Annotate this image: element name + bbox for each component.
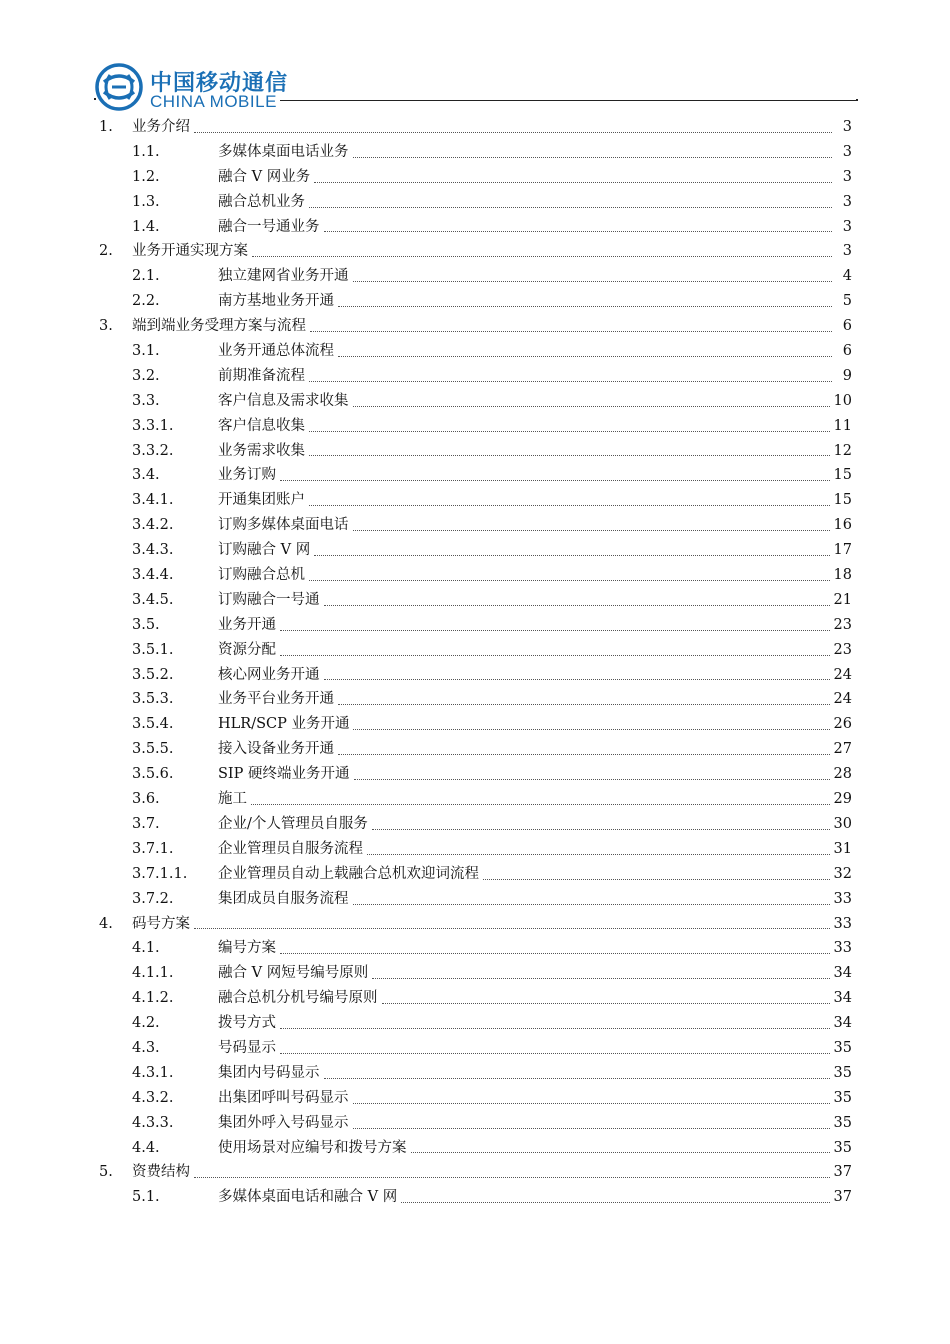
toc-entry-title[interactable]: 使用场景对应编号和拨号方案 [218, 1139, 407, 1156]
toc-entry[interactable] [0, 215, 950, 240]
toc-entry-number: 3.5.5. [132, 741, 174, 758]
toc-entry-page: 6 [842, 343, 852, 360]
toc-entry-number: 4.1. [132, 940, 160, 957]
toc-entry-line [218, 215, 852, 240]
toc-dot-leader [338, 704, 830, 705]
toc-entry[interactable] [0, 463, 950, 488]
toc-entry-line [218, 264, 852, 289]
toc-entry-page: 23 [833, 641, 852, 658]
toc-entry-line [218, 986, 852, 1011]
toc-entry-page: 16 [833, 517, 852, 534]
header-rule-dot [856, 99, 858, 101]
toc-dot-leader [338, 754, 830, 755]
toc-dot-leader [194, 928, 830, 929]
toc-entry[interactable] [0, 812, 950, 837]
toc-entry-number: 5.1. [132, 1189, 160, 1206]
toc-entry-line [218, 887, 852, 912]
toc-entry[interactable] [0, 264, 950, 289]
toc-entry-number: 3.7.1. [132, 840, 174, 857]
toc-entry-title[interactable]: 业务开通 [218, 616, 276, 633]
toc-entry-page: 24 [833, 666, 852, 683]
toc-entry-line [218, 787, 852, 812]
toc-entry-page: 26 [833, 716, 852, 733]
toc-entry-number: 4. [99, 915, 113, 932]
toc-entry-line [218, 862, 852, 887]
toc-entry-page: 12 [833, 442, 852, 459]
toc-entry-number: 3.5.6. [132, 766, 174, 783]
toc-entry[interactable] [0, 986, 950, 1011]
toc-entry[interactable] [0, 563, 950, 588]
toc-entry-title[interactable]: 拨号方式 [218, 1015, 276, 1032]
toc-entry-number: 4.3. [132, 1039, 160, 1056]
toc-entry-title[interactable]: 业务需求收集 [218, 442, 305, 459]
toc-entry[interactable] [0, 1011, 950, 1036]
toc-entry-line [218, 488, 852, 513]
brand-name-en: CHINA MOBILE [150, 92, 277, 111]
toc-entry-number: 2.1. [132, 268, 160, 285]
toc-entry[interactable] [0, 961, 950, 986]
toc-entry-line [218, 613, 852, 638]
toc-entry-title[interactable]: 端到端业务受理方案与流程 [132, 318, 306, 335]
toc-entry-number: 3.3.2. [132, 442, 174, 459]
toc-dot-leader [338, 306, 832, 307]
toc-entry-number: 3.4.2. [132, 517, 174, 534]
toc-dot-leader [280, 480, 830, 481]
toc-entry[interactable] [0, 1185, 950, 1210]
toc-entry-title[interactable]: 多媒体桌面电话业务 [218, 143, 349, 160]
toc-entry-page: 11 [833, 417, 852, 434]
toc-entry-page: 3 [842, 168, 852, 185]
toc-entry-line [218, 563, 852, 588]
toc-entry-line [218, 190, 852, 215]
toc-entry-page: 29 [833, 791, 852, 808]
toc-entry-title[interactable]: 融合 V 网业务 [218, 168, 311, 185]
toc-entry-page: 35 [833, 1064, 852, 1081]
toc-entry-number: 3.5. [132, 616, 160, 633]
toc-entry-title[interactable]: 融合 V 网短号编号原则 [218, 965, 369, 982]
toc-entry-title[interactable]: 资费结构 [132, 1164, 190, 1181]
toc-entry-title[interactable]: 订购融合 V 网 [218, 542, 311, 559]
toc-entry-number: 1.4. [132, 218, 160, 235]
toc-entry-number: 3.5.2. [132, 666, 174, 683]
toc-entry-page: 3 [842, 218, 852, 235]
toc-dot-leader [310, 331, 832, 332]
toc-entry-number: 1.3. [132, 193, 160, 210]
toc-entry[interactable] [0, 936, 950, 961]
toc-entry-line [218, 1086, 852, 1111]
toc-dot-leader [353, 281, 833, 282]
toc-entry-line [218, 289, 852, 314]
toc-dot-leader [353, 729, 829, 730]
toc-entry[interactable] [0, 1086, 950, 1111]
toc-entry-page: 17 [833, 542, 852, 559]
toc-entry-number: 3.5.4. [132, 716, 174, 733]
toc-entry-page: 27 [833, 741, 852, 758]
toc-entry-number: 2. [99, 243, 113, 260]
toc-dot-leader [314, 182, 832, 183]
toc-entry-number: 3.4.5. [132, 591, 174, 608]
toc-entry[interactable] [0, 912, 950, 937]
toc-dot-leader [280, 630, 830, 631]
toc-entry-line [218, 463, 852, 488]
toc-entry-page: 37 [833, 1189, 852, 1206]
toc-entry-number: 3.4.1. [132, 492, 174, 509]
toc-entry[interactable] [0, 364, 950, 389]
toc-entry-line [218, 439, 852, 464]
toc-dot-leader [372, 978, 829, 979]
toc-entry-number: 3.3.1. [132, 417, 174, 434]
toc-dot-leader [353, 1128, 830, 1129]
toc-entry-title[interactable]: 接入设备业务开通 [218, 741, 334, 758]
toc-entry-line [218, 1011, 852, 1036]
toc-entry-number: 3.4. [132, 467, 160, 484]
toc-entry-title[interactable]: 施工 [218, 791, 247, 808]
toc-dot-leader [324, 605, 830, 606]
toc-entry-number: 3. [99, 318, 113, 335]
toc-dot-leader [252, 256, 832, 257]
toc-entry[interactable] [0, 1061, 950, 1086]
toc-entry-line [218, 1111, 852, 1136]
toc-entry[interactable] [0, 762, 950, 787]
toc-entry-number: 3.6. [132, 791, 160, 808]
toc-entry-title[interactable]: 订购融合总机 [218, 567, 305, 584]
header-rule [280, 100, 856, 101]
toc-dot-leader [324, 679, 830, 680]
toc-entry-number: 3.7.2. [132, 890, 174, 907]
toc-entry-page: 34 [833, 990, 852, 1007]
toc-entry-title[interactable]: 客户信息及需求收集 [218, 392, 349, 409]
toc-entry[interactable] [0, 638, 950, 663]
toc-entry[interactable] [0, 887, 950, 912]
toc-entry-line [218, 638, 852, 663]
toc-entry-line [218, 364, 852, 389]
toc-entry[interactable] [0, 787, 950, 812]
toc-entry-page: 33 [833, 915, 852, 932]
page-header [94, 62, 860, 112]
toc-entry-title[interactable]: 客户信息收集 [218, 417, 305, 434]
toc-entry-title[interactable]: 码号方案 [132, 915, 190, 932]
toc-entry[interactable] [0, 339, 950, 364]
toc-entry[interactable] [0, 165, 950, 190]
toc-entry-page: 10 [833, 392, 852, 409]
toc-entry-number: 4.3.1. [132, 1064, 174, 1081]
toc-entry-title[interactable]: 企业管理员自动上载融合总机欢迎词流程 [218, 865, 479, 882]
toc-entry[interactable] [0, 712, 950, 737]
toc-entry-line [132, 1160, 852, 1185]
toc-entry-number: 1.2. [132, 168, 160, 185]
toc-entry-title[interactable]: 核心网业务开通 [218, 666, 320, 683]
toc-entry-title[interactable]: 业务开通实现方案 [132, 243, 248, 260]
toc-entry-page: 3 [842, 243, 852, 260]
toc-entry-title[interactable]: 企业/个人管理员自服务 [218, 815, 368, 832]
toc-entry[interactable] [0, 115, 950, 140]
toc-dot-leader [309, 455, 830, 456]
toc-dot-leader [309, 580, 830, 581]
toc-entry-page: 32 [833, 865, 852, 882]
toc-dot-leader [353, 406, 830, 407]
toc-entry-line [218, 1185, 852, 1210]
toc-entry-line [218, 1036, 852, 1061]
toc-entry-page: 35 [833, 1039, 852, 1056]
toc-dot-leader [280, 655, 830, 656]
toc-dot-leader [280, 1028, 830, 1029]
toc-entry-number: 3.7. [132, 815, 160, 832]
toc-dot-leader [338, 356, 832, 357]
toc-entry-title[interactable]: 融合一号通业务 [218, 218, 320, 235]
toc-entry[interactable] [0, 1036, 950, 1061]
toc-entry-line [218, 663, 852, 688]
toc-dot-leader [411, 1152, 830, 1153]
toc-entry[interactable] [0, 588, 950, 613]
toc-entry-number: 2.2. [132, 293, 160, 310]
toc-entry[interactable] [0, 737, 950, 762]
toc-entry[interactable] [0, 687, 950, 712]
toc-entry-number: 3.4.4. [132, 567, 174, 584]
toc-entry-page: 35 [833, 1114, 852, 1131]
toc-entry-page: 24 [833, 691, 852, 708]
toc-dot-leader [353, 157, 833, 158]
toc-entry-line [218, 414, 852, 439]
toc-entry-line [218, 165, 852, 190]
toc-entry-title[interactable]: 多媒体桌面电话和融合 V 网 [218, 1189, 398, 1206]
toc-entry-number: 5. [99, 1164, 113, 1181]
toc-entry-line [218, 140, 852, 165]
toc-entry-line [218, 588, 852, 613]
toc-entry-number: 1. [99, 119, 113, 135]
toc-dot-leader [314, 555, 829, 556]
toc-entry-page: 35 [833, 1139, 852, 1156]
china-mobile-logo-icon [94, 62, 154, 112]
brand-name-cn: 中国移动通信 [150, 71, 289, 96]
toc-entry-page: 15 [833, 467, 852, 484]
toc-entry-line [218, 737, 852, 762]
toc-entry-line [218, 1136, 852, 1161]
toc-entry[interactable] [0, 439, 950, 464]
toc-entry-line [218, 389, 852, 414]
toc-entry-number: 3.1. [132, 343, 160, 360]
toc-entry-line [132, 314, 852, 339]
toc-entry-title[interactable]: 业务介绍 [132, 119, 190, 135]
toc-entry[interactable] [0, 314, 950, 339]
toc-entry-page: 28 [833, 766, 852, 783]
toc-dot-leader [309, 207, 832, 208]
toc-dot-leader [280, 953, 830, 954]
toc-entry-title[interactable]: 融合总机分机号编号原则 [218, 990, 378, 1007]
toc-entry-line [218, 1061, 852, 1086]
toc-entry-page: 9 [842, 367, 852, 384]
toc-entry-title[interactable]: 开通集团账户 [218, 492, 305, 509]
toc-dot-leader [367, 854, 830, 855]
toc-dot-leader [251, 804, 830, 805]
toc-entry-page: 4 [842, 268, 852, 285]
toc-entry-number: 4.4. [132, 1139, 160, 1156]
toc-entry-title[interactable]: HLR/SCP 业务开通 [218, 716, 350, 733]
toc-dot-leader [353, 904, 830, 905]
toc-entry-number: 1.1. [132, 143, 160, 160]
toc-dot-leader [353, 1103, 830, 1104]
toc-entry[interactable] [0, 1160, 950, 1185]
toc-dot-leader [309, 381, 832, 382]
toc-entry[interactable] [0, 513, 950, 538]
toc-entry-page: 3 [842, 193, 852, 210]
toc-dot-leader [309, 505, 830, 506]
toc-entry-number: 3.3. [132, 392, 160, 409]
toc-entry-line [218, 961, 852, 986]
toc-dot-leader [324, 231, 833, 232]
toc-entry-number: 3.7.1.1. [132, 865, 188, 882]
toc-entry-page: 18 [833, 567, 852, 584]
toc-dot-leader [354, 779, 830, 780]
toc-entry-line [218, 513, 852, 538]
toc-entry-page: 21 [833, 591, 852, 608]
toc-entry-number: 4.1.2. [132, 990, 174, 1007]
toc-entry-page: 33 [833, 890, 852, 907]
toc-entry[interactable] [0, 663, 950, 688]
toc-entry-title[interactable]: 融合总机业务 [218, 193, 305, 210]
toc-entry-number: 3.2. [132, 367, 160, 384]
toc-entry-line [132, 115, 852, 140]
toc-entry[interactable] [0, 538, 950, 563]
toc-entry-line [218, 687, 852, 712]
toc-entry-title[interactable]: 出集团呼叫号码显示 [218, 1089, 349, 1106]
toc-entry-page: 37 [833, 1164, 852, 1181]
toc-entry-number: 4.2. [132, 1015, 160, 1032]
toc-entry-line [132, 912, 852, 937]
toc-entry[interactable] [0, 613, 950, 638]
toc-entry[interactable] [0, 140, 950, 165]
toc-entry-line [218, 538, 852, 563]
toc-entry-title[interactable]: 号码显示 [218, 1039, 276, 1056]
toc-entry[interactable] [0, 239, 950, 264]
toc-entry-title[interactable]: 集团成员自服务流程 [218, 890, 349, 907]
toc-entry-title[interactable]: 订购融合一号通 [218, 591, 320, 608]
toc-entry[interactable] [0, 837, 950, 862]
toc-entry-title[interactable]: 业务平台业务开通 [218, 691, 334, 708]
toc-entry-line [218, 936, 852, 961]
toc-entry-page: 5 [842, 293, 852, 310]
toc-entry-page: 6 [842, 318, 852, 335]
toc-entry-title[interactable]: 资源分配 [218, 641, 276, 658]
toc-entry-title[interactable]: 集团内号码显示 [218, 1064, 320, 1081]
toc-entry-number: 4.3.2. [132, 1089, 174, 1106]
toc-entry-page: 34 [833, 965, 852, 982]
toc-entry[interactable] [0, 414, 950, 439]
toc-entry-line [218, 837, 852, 862]
toc-entry-title[interactable]: 业务开通总体流程 [218, 343, 334, 360]
toc-entry-line [218, 762, 852, 787]
toc-entry-page: 35 [833, 1089, 852, 1106]
toc-entry-title[interactable]: 独立建网省业务开通 [218, 268, 349, 285]
toc-entry[interactable] [0, 1136, 950, 1161]
toc-entry-title[interactable]: 业务订购 [218, 467, 276, 484]
toc-entry-number: 3.4.3. [132, 542, 174, 559]
toc-entry-title[interactable]: 企业管理员自服务流程 [218, 840, 363, 857]
toc-entry-page: 23 [833, 616, 852, 633]
toc-entry-line [132, 239, 852, 264]
toc-entry-line [218, 339, 852, 364]
toc-entry-page: 33 [833, 940, 852, 957]
toc-dot-leader [372, 829, 830, 830]
toc-dot-leader [483, 879, 830, 880]
toc-entry[interactable] [0, 190, 950, 215]
toc-entry-page: 3 [842, 119, 852, 135]
toc-entry-title[interactable]: 南方基地业务开通 [218, 293, 334, 310]
toc-entry-title[interactable]: 编号方案 [218, 940, 276, 957]
toc-dot-leader [324, 1078, 830, 1079]
toc-entry-title[interactable]: SIP 硬终端业务开通 [218, 766, 350, 783]
toc-entry[interactable] [0, 1111, 950, 1136]
toc-entry-title[interactable]: 前期准备流程 [218, 367, 305, 384]
toc-entry-number: 4.1.1. [132, 965, 174, 982]
toc-dot-leader [353, 530, 830, 531]
toc-entry-page: 15 [833, 492, 852, 509]
table-of-contents [0, 115, 950, 1210]
toc-entry-title[interactable]: 订购多媒体桌面电话 [218, 517, 349, 534]
toc-entry-title[interactable]: 集团外呼入号码显示 [218, 1114, 349, 1131]
toc-entry-page: 30 [833, 815, 852, 832]
toc-dot-leader [401, 1202, 829, 1203]
toc-dot-leader [309, 431, 830, 432]
toc-dot-leader [194, 132, 832, 133]
toc-entry-number: 4.3.3. [132, 1114, 174, 1131]
toc-entry[interactable] [0, 389, 950, 414]
header-rule-dot [94, 98, 96, 100]
toc-entry[interactable] [0, 488, 950, 513]
toc-dot-leader [194, 1177, 830, 1178]
toc-entry-page: 31 [833, 840, 852, 857]
toc-dot-leader [280, 1053, 830, 1054]
toc-entry-number: 3.5.1. [132, 641, 174, 658]
toc-entry-line [218, 812, 852, 837]
toc-entry-page: 3 [842, 143, 852, 160]
toc-entry-line [218, 712, 852, 737]
toc-entry[interactable] [0, 862, 950, 887]
toc-dot-leader [382, 1003, 830, 1004]
toc-entry-number: 3.5.3. [132, 691, 174, 708]
toc-entry[interactable] [0, 289, 950, 314]
toc-entry-page: 34 [833, 1015, 852, 1032]
